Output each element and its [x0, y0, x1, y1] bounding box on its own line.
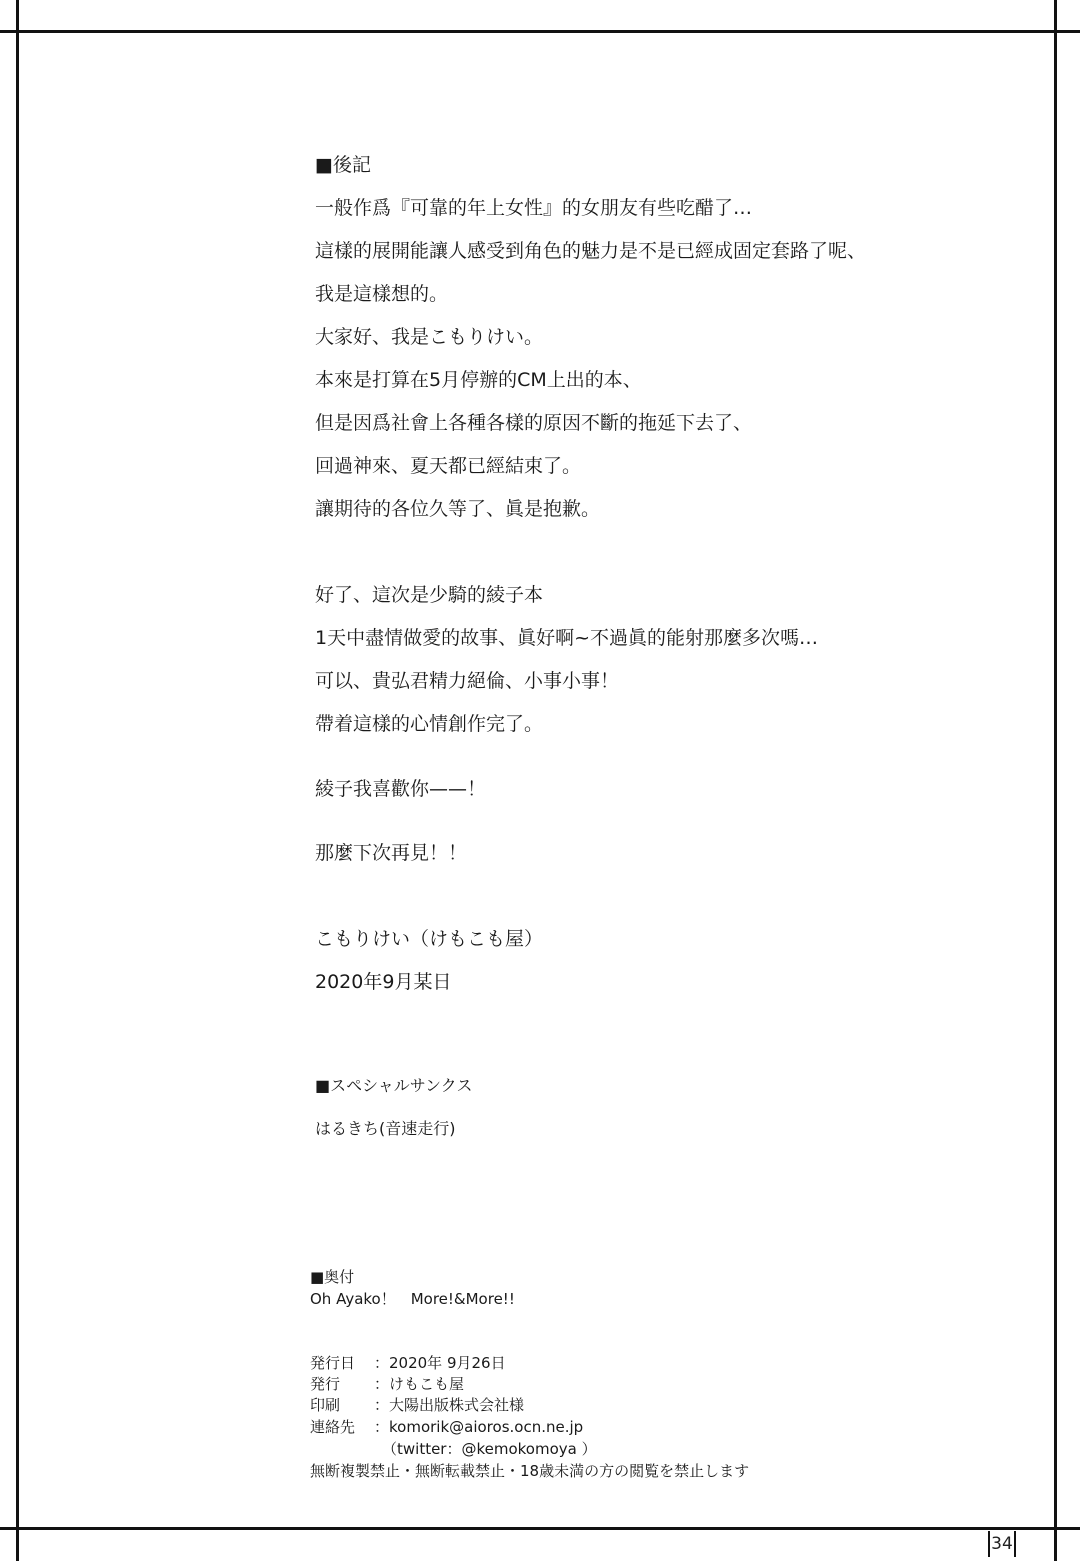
author-signature: こもりけい（けもこも屋）: [315, 928, 544, 950]
afterword-date: 2020年9月某日: [315, 971, 452, 993]
page-number: 34: [988, 1531, 1016, 1557]
afterword-line: 一般作爲『可靠的年上女性』的女朋友有些吃醋了…: [315, 197, 753, 219]
border-right: [1054, 0, 1057, 1561]
afterword-line: 本來是打算在5月停辦的CM上出的本、: [315, 369, 642, 391]
colophon-label: 発行: [310, 1375, 341, 1393]
colophon-label: 印刷: [310, 1396, 341, 1414]
border-top: [0, 30, 1080, 33]
colophon-label: 連絡先: [310, 1418, 356, 1436]
colophon-row-publisher: [310, 1374, 464, 1395]
afterword-line: 可以、貴弘君精力絕倫、小事小事！: [315, 670, 620, 692]
colophon-twitter: （twitter：@kemokomoya ）: [382, 1440, 597, 1458]
afterword-line: 帶着這樣的心情創作完了。: [315, 713, 544, 735]
special-thanks-name: はるきち(音速走行): [315, 1119, 456, 1138]
farewell-line: 那麼下次再見！！: [315, 842, 468, 864]
border-left: [16, 0, 19, 1561]
afterword-line: 這樣的展開能讓人感受到角色的魅力是不是已經成固定套路了呢、: [315, 240, 867, 262]
afterword-heading: ■後記: [315, 154, 371, 176]
colophon-row-publish-date: [310, 1353, 506, 1374]
colophon-value: ：2020年 9月26日: [374, 1354, 506, 1372]
afterword-line: 讓期待的各位久等了、眞是抱歉。: [315, 498, 601, 520]
afterword-line: 我是這樣想的。: [315, 283, 449, 305]
afterword-line: 好了、這次是少騎的綾子本: [315, 584, 544, 606]
colophon-row-printer: [310, 1395, 524, 1416]
afterword-line: 1天中盡情做愛的故事、眞好啊~不過眞的能射那麼多次嗎…: [315, 627, 819, 649]
colophon-heading: ■奥付: [310, 1268, 355, 1286]
border-bottom: [0, 1527, 1080, 1530]
colophon-title: Oh Ayako！ More!&More!!: [310, 1290, 515, 1308]
love-line: 綾子我喜歡你——！: [315, 778, 487, 800]
colophon-row-contact: [310, 1417, 583, 1438]
colophon-notice: 無断複製禁止・無断転載禁止・18歳未満の方の閲覧を禁止します: [310, 1462, 750, 1480]
afterword-line: 但是因爲社會上各種各樣的原因不斷的拖延下去了、: [315, 412, 753, 434]
afterword-line: 大家好、我是こもりけい。: [315, 326, 544, 348]
special-thanks-heading: ■スペシャルサンクス: [315, 1076, 473, 1095]
afterword-line: 回過神來、夏天都已經結束了。: [315, 455, 582, 477]
colophon-label: 発行日: [310, 1354, 356, 1372]
colophon-value: ：けもこも屋: [374, 1375, 465, 1393]
colophon-value: ：大陽出版株式会社様: [374, 1396, 525, 1414]
colophon-value: ：komorik@aioros.ocn.ne.jp: [374, 1418, 584, 1436]
